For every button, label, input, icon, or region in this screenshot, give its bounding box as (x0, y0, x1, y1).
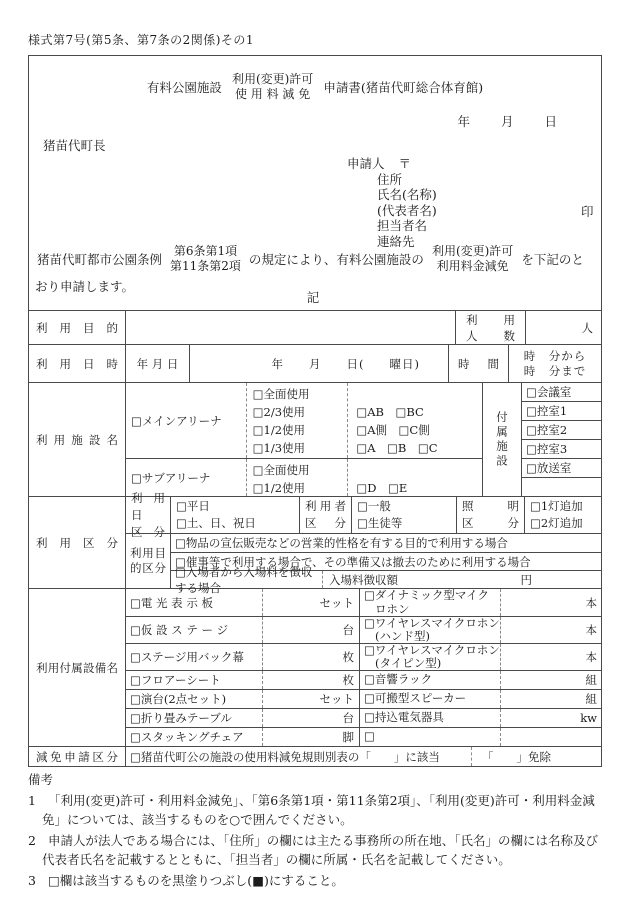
hours-label-right: 間 (487, 356, 499, 371)
equipment-row (126, 689, 602, 708)
people-count-label-top: 利用 (466, 312, 515, 327)
title-permit-choices (232, 72, 313, 102)
usage-purpose-label: 利用目的 (36, 320, 118, 335)
main-usage-option: □1/2使用 (252, 423, 306, 437)
usage-category-label-cell (29, 497, 125, 588)
postal-mark: 〒 (398, 156, 412, 171)
sub-arena-part-options (348, 459, 482, 496)
annex-room-option: □控室2 (522, 420, 601, 439)
hours-label-left: 時 (458, 356, 470, 371)
ymd-header-cell: 年 月 日 (125, 345, 189, 382)
note-number: 2 (28, 833, 36, 848)
equipment-item-text: □可搬型スピーカー (364, 691, 467, 706)
sub-part-option (356, 461, 482, 479)
purpose-category-label-bottom: 的区分 (130, 561, 166, 575)
equipment-qty-unit: セット (262, 589, 359, 616)
annex-facility-label-cell (482, 383, 521, 496)
equipment-row (126, 727, 602, 746)
main-usage-option: □2/3使用 (252, 405, 306, 419)
equipment-row (126, 616, 602, 643)
note-item-1 (28, 791, 604, 829)
usage-datetime-label-cell (29, 345, 125, 382)
equipment-item (359, 617, 500, 643)
admission-amount-unit: 円 (520, 572, 532, 587)
main-arena-block (126, 383, 482, 458)
main-part-option: □A □B □C (356, 441, 438, 455)
equipment-item-text: □ (364, 729, 375, 744)
sub-arena-block (126, 458, 482, 496)
equipment-item: □仮 設 ス テ ー ジ (130, 623, 229, 637)
applicant-block (347, 156, 437, 250)
purpose-option-admission (171, 564, 602, 595)
equipment-qty-unit: 脚 (262, 728, 359, 746)
admission-amount-label: 入場料徴収額 (329, 572, 398, 587)
exemption-label-cell (29, 747, 125, 766)
notes-section (28, 770, 604, 890)
applicant-field-name: 氏名(名称) (377, 187, 437, 203)
day-category-options (170, 497, 299, 533)
note-text: 申請人が法人である場合には、「住所」の欄には主たる事務所の所在地、「氏名」の欄には名称及び代表者氏名を記載するとともに、「担当者」の欄に所属・氏名を記載してください。 (42, 833, 599, 867)
row-facility-name (29, 382, 601, 496)
equipment-item-blank (359, 728, 500, 746)
sub-arena-checkbox: □サブアリーナ (131, 470, 211, 485)
facility-label-cell (29, 383, 125, 496)
day-category-label-top: 利用日 (131, 490, 165, 522)
people-count-label-bottom: 人数 (466, 328, 515, 343)
equipment-item (359, 671, 500, 689)
form-title (29, 72, 601, 102)
applicant-field-representative: (代表者名) (377, 202, 437, 218)
note-text: 「利用(変更)許可・利用料金減免」、「第6条第1項・第11条第2項」、「利用(変更)許可・利用料金減免」については、該当するものを○で囲んでください。 (42, 793, 595, 827)
usage-category-label: 利用区分 (36, 535, 118, 550)
applicant-field-contact: 連絡先 (377, 233, 415, 249)
hours-label-cell (448, 345, 508, 382)
main-part-option (356, 385, 482, 403)
lighting-option: □2灯追加 (530, 516, 583, 530)
equipment-item: □演台(2点セット) (130, 692, 227, 706)
statement-tail1: を下記のと (521, 252, 584, 267)
user-category-label (299, 497, 351, 533)
record-mark: 記 (306, 290, 324, 305)
row-equipment (29, 588, 601, 746)
time-range-from: 時 分から (523, 348, 587, 363)
purpose-option-commercial: □物品の宣伝販売などの営業的性格を有する目的で利用する場合 (175, 536, 508, 550)
clause-line1: 第6条第1項 (173, 244, 238, 258)
sub-part-option: □D □E (356, 481, 408, 495)
annex-room-option: □控室1 (522, 401, 601, 420)
day-option: □平日 (176, 499, 210, 513)
clause-line2: 第11条第2項 (170, 259, 241, 273)
people-count-label-cell (455, 311, 525, 344)
annex-room-option: □放送室 (522, 458, 601, 477)
equipment-item: □フロアーシート (130, 673, 221, 687)
equipment-qty-unit: 本 (500, 589, 602, 616)
equipment-row (126, 670, 602, 689)
note-number: 3 (28, 873, 36, 888)
admission-checkbox-text: □入場者から入場料を徴収する場合 (171, 571, 323, 588)
equipment-item-text: □音響ラック (364, 672, 433, 687)
title-suffix: 申請書(猪苗代町総合体育館) (323, 80, 484, 95)
note-number: 1 (28, 793, 36, 808)
note-item-2 (28, 831, 604, 869)
row-usage-datetime (29, 344, 601, 382)
main-arena-checkbox: □メインアリーナ (131, 413, 222, 428)
equipment-item: □電 光 表 示 板 (130, 595, 213, 610)
equipment-row (126, 708, 602, 727)
main-usage-option: □全面使用 (252, 387, 310, 401)
equipment-item (359, 644, 500, 670)
purpose-category-block (126, 533, 602, 595)
category-first-row (126, 490, 602, 539)
seal-mark: 印 (581, 204, 594, 219)
people-count-value-cell (525, 311, 601, 344)
equipment-qty-unit: 枚 (262, 671, 359, 689)
equipment-row (126, 643, 602, 670)
equipment-item-text: □ダイナミック型マイクロホン (364, 588, 489, 616)
equipment-item-text: □ワイヤレスマイクロホン(ハンド型) (364, 615, 500, 643)
title-permit-line1: 利用(変更)許可 (231, 72, 314, 86)
equipment-qty-unit: kw (500, 709, 602, 727)
equipment-item: □ステージ用バック幕 (130, 650, 244, 664)
usage-category-content (125, 490, 602, 595)
user-category-options (351, 497, 456, 533)
exemption-rate-cell: 「 」免除 (471, 747, 601, 766)
equipment-item (359, 589, 500, 616)
row-exemption (29, 746, 601, 766)
annex-room-option: □控室3 (522, 439, 601, 458)
equipment-item-text: □持込電気器具 (364, 710, 444, 725)
purpose-option-event-prep: □催事等で利用する場合で、その準備又は撤去のために利用する場合 (171, 552, 602, 570)
purpose-category-rows (170, 534, 602, 595)
user-category-label-top: 利用者 (305, 499, 346, 513)
row-usage-purpose (29, 310, 601, 344)
people-count-unit: 人 (581, 320, 593, 335)
apply-line2: 利用料金減免 (436, 259, 509, 273)
form-header (29, 56, 601, 310)
equipment-row (126, 589, 602, 616)
exemption-label: 減免申請区分 (36, 749, 118, 764)
equipment-qty-unit: 組 (500, 671, 602, 689)
user-option: □一般 (357, 499, 391, 513)
addressee: 猪苗代町長 (43, 138, 106, 153)
exemption-checkbox-text: □猪苗代町公の施設の使用料減免規則別表の「 」に該当 (125, 747, 471, 766)
time-range-cell (508, 345, 601, 382)
day-category-label-bottom: 区分 (131, 524, 165, 539)
sub-usage-option: □全面使用 (252, 463, 310, 477)
lighting-category-label-top: 照明 (462, 499, 519, 513)
equipment-qty-unit: 枚 (262, 644, 359, 670)
statement-line1 (37, 244, 597, 274)
ordinance-name: 猪苗代町都市公園条例 (37, 252, 163, 267)
lighting-category-label-bottom: 区分 (462, 516, 519, 530)
facility-arena-area (125, 383, 482, 496)
applicant-label: 申請人 (347, 156, 385, 171)
facility-label: 利用施設名 (36, 432, 118, 447)
date-input-cell: 年 月 日( 曜日) (189, 345, 448, 382)
annex-room-list (521, 383, 601, 496)
usage-purpose-input-cell (125, 311, 455, 344)
annex-room-option-empty (522, 477, 601, 496)
purpose-category-label (126, 534, 170, 588)
title-facility-prefix: 有料公園施設 (146, 80, 222, 95)
row-usage-category (29, 490, 601, 595)
equipment-qty-unit-blank (500, 728, 602, 746)
equipment-rows (125, 589, 602, 746)
lighting-category-label (456, 497, 524, 533)
applicant-field-contact-person: 担当者名 (377, 218, 428, 234)
equipment-qty-unit: 台 (262, 709, 359, 727)
main-part-option: □AB □BC (356, 405, 424, 419)
equipment-qty-unit: セット (262, 690, 359, 708)
equipment-item (359, 709, 500, 727)
sub-usage-option: □1/2使用 (252, 481, 306, 495)
equipment-item (359, 690, 500, 708)
applicant-field-address: 住所 (377, 171, 403, 187)
applicant-postal-row (347, 156, 437, 172)
statement-line2: おり申請します。 (35, 279, 135, 294)
equipment-qty-unit: 本 (500, 617, 602, 643)
main-arena-usage-options (246, 383, 349, 458)
time-range-to: 時 分まで (523, 363, 587, 378)
usage-datetime-label: 利用日時 (36, 356, 118, 371)
equipment-qty-unit: 本 (500, 644, 602, 670)
equipment-qty-unit: 組 (500, 690, 602, 708)
usage-purpose-label-cell (29, 311, 125, 344)
day-option: □土、日、祝日 (176, 516, 256, 530)
main-part-option: □A側 □C側 (356, 423, 430, 437)
equipment-item: □折り畳みテーブル (130, 711, 232, 725)
main-arena-part-options (348, 383, 482, 458)
note-item-3 (28, 871, 604, 890)
title-permit-line2: 使 用 料 減 免 (234, 87, 311, 101)
day-category-label (126, 490, 170, 539)
user-option: □生徒等 (357, 516, 403, 530)
equipment-item: □スタッキングチェア (130, 730, 244, 744)
apply-choices (432, 244, 513, 274)
lighting-option: □1灯追加 (530, 499, 583, 513)
notes-title: 備考 (28, 772, 54, 787)
statement-middle: の規定により、有料公園施設の (248, 252, 424, 267)
equipment-qty-unit: 台 (262, 617, 359, 643)
date-blank-line: 年 月 日 (457, 114, 559, 129)
form-style-number: 様式第7号(第5条、第7条の2関係)その1 (28, 33, 255, 47)
purpose-category-label-top: 利用目 (130, 546, 166, 560)
annex-room-option: □会議室 (526, 385, 572, 399)
lighting-category-options (524, 497, 602, 533)
main-usage-option: □1/3使用 (252, 441, 306, 455)
clause-choices (170, 244, 241, 274)
user-category-label-bottom: 区分 (305, 516, 346, 530)
equipment-label: 利用付属設備名 (36, 660, 118, 675)
note-text: □欄は該当するものを黒塗りつぶし(■)にすること。 (48, 873, 344, 888)
annex-facility-label: 付属施設 (495, 410, 509, 469)
equipment-item-text: □ワイヤレスマイクロホン(タイピン型) (364, 642, 500, 670)
apply-line1: 利用(変更)許可 (431, 244, 514, 258)
form-border-box (28, 55, 602, 767)
equipment-label-cell (29, 589, 125, 746)
sub-arena-usage-options (246, 459, 349, 496)
